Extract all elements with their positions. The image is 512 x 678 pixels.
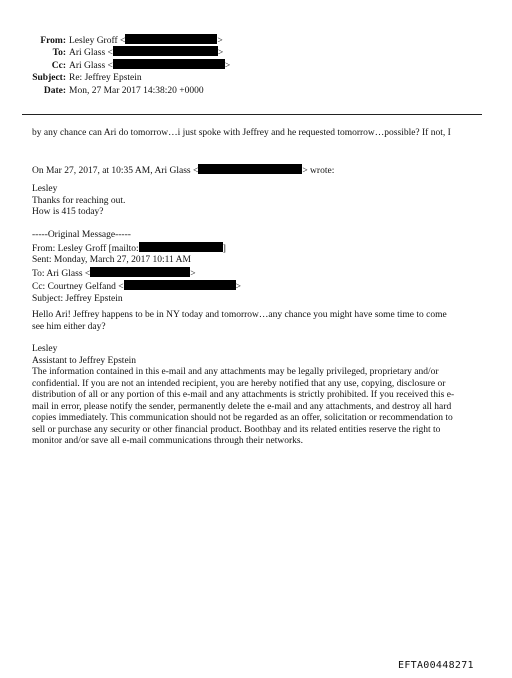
- disclaimer-line: mail in error, please notify the sender, permanently delete the e-mail and any attachments, and destroy all hard: [32, 401, 452, 412]
- disclaimer-line: distribution of all or any portion of this e-mail and any attachments is strictly prohibited. If you received this e-: [32, 390, 455, 400]
- redaction-block: [198, 164, 302, 174]
- header-date: [0, 85, 204, 97]
- attribution-end: > wrote:: [302, 166, 335, 176]
- date-label: Date:: [43, 86, 66, 96]
- from-label: From:: [40, 36, 66, 46]
- header-divider: [22, 114, 482, 115]
- document-id: EFTA00448271: [398, 660, 474, 671]
- signature-title: Assistant to Jeffrey Epstein: [32, 355, 137, 366]
- close-bracket: >: [224, 61, 231, 71]
- body-line: see him either day?: [32, 321, 106, 332]
- original-sent: Sent: Monday, March 27, 2017 10:11 AM: [32, 255, 191, 265]
- close-bracket: >: [217, 36, 223, 46]
- redaction-block: [113, 46, 218, 56]
- original-to: To: Ari Glass < >: [32, 268, 196, 279]
- quote-line: How is 415 today?: [32, 207, 104, 217]
- original-body: [32, 310, 482, 333]
- quote-attribution: [32, 164, 334, 178]
- redaction-block: [125, 34, 217, 44]
- disclaimer-line: sell or purchase any security or other financial product. Boothbay and its related entities reserve the right to: [32, 424, 441, 435]
- original-header: [32, 230, 482, 305]
- header-cc: [0, 59, 230, 72]
- quote-body: [32, 184, 482, 219]
- body-line: Hello Ari! Jeffrey happens to be in NY today and tomorrow…any chance you might have some time to come: [32, 310, 447, 320]
- signature-name: Lesley: [32, 344, 58, 354]
- redaction-block: [124, 280, 236, 290]
- quote-line: Lesley: [32, 184, 58, 194]
- disclaimer-line: The information contained in this e-mail and any attachments may be legally privileged, proprietary and/or: [32, 367, 439, 377]
- cc-value: Ari Glass <: [69, 61, 113, 71]
- to-value: Ari Glass <: [69, 48, 113, 58]
- redaction-block: [113, 59, 225, 69]
- signature-disclaimer: [32, 344, 482, 448]
- original-cc: Cc: Courtney Gelfand < >: [32, 282, 241, 292]
- to-label: To:: [52, 48, 66, 58]
- redaction-block: [139, 242, 223, 252]
- close-bracket: >: [217, 48, 224, 58]
- original-from: From: Lesley Groff [mailto: ]: [32, 243, 226, 254]
- original-subject: Subject: Jeffrey Epstein: [32, 293, 123, 304]
- header-to: [0, 46, 223, 59]
- quote-line: Thanks for reaching out.: [32, 195, 126, 206]
- subject-label: Subject:: [32, 73, 66, 83]
- original-separator: -----Original Message-----: [32, 230, 131, 240]
- date-value: Mon, 27 Mar 2017 14:38:20 +0000: [69, 86, 204, 96]
- attribution-start: On Mar 27, 2017, at 10:35 AM, Ari Glass <: [32, 166, 199, 176]
- header-subject: [0, 72, 142, 84]
- disclaimer-line: monitor and/or save all e-mail communications through their networks.: [32, 436, 303, 446]
- subject-value: Re: Jeffrey Epstein: [69, 73, 142, 83]
- disclaimer-line: confidential. If you are not an intended recipient, you are hereby notified that any use, copying, disclosure or: [32, 378, 446, 389]
- disclaimer-line: copies immediately. This communication should not be regarded as an offer, solicitation or recommendation to: [32, 413, 453, 423]
- redaction-block: [90, 267, 190, 277]
- reply-body: by any chance can Ari do tomorrow…i just spoke with Jeffrey and he requested tomorrow…possible? If not, I: [32, 128, 451, 138]
- cc-label: Cc:: [51, 61, 66, 71]
- from-value: Lesley Groff <: [69, 36, 126, 46]
